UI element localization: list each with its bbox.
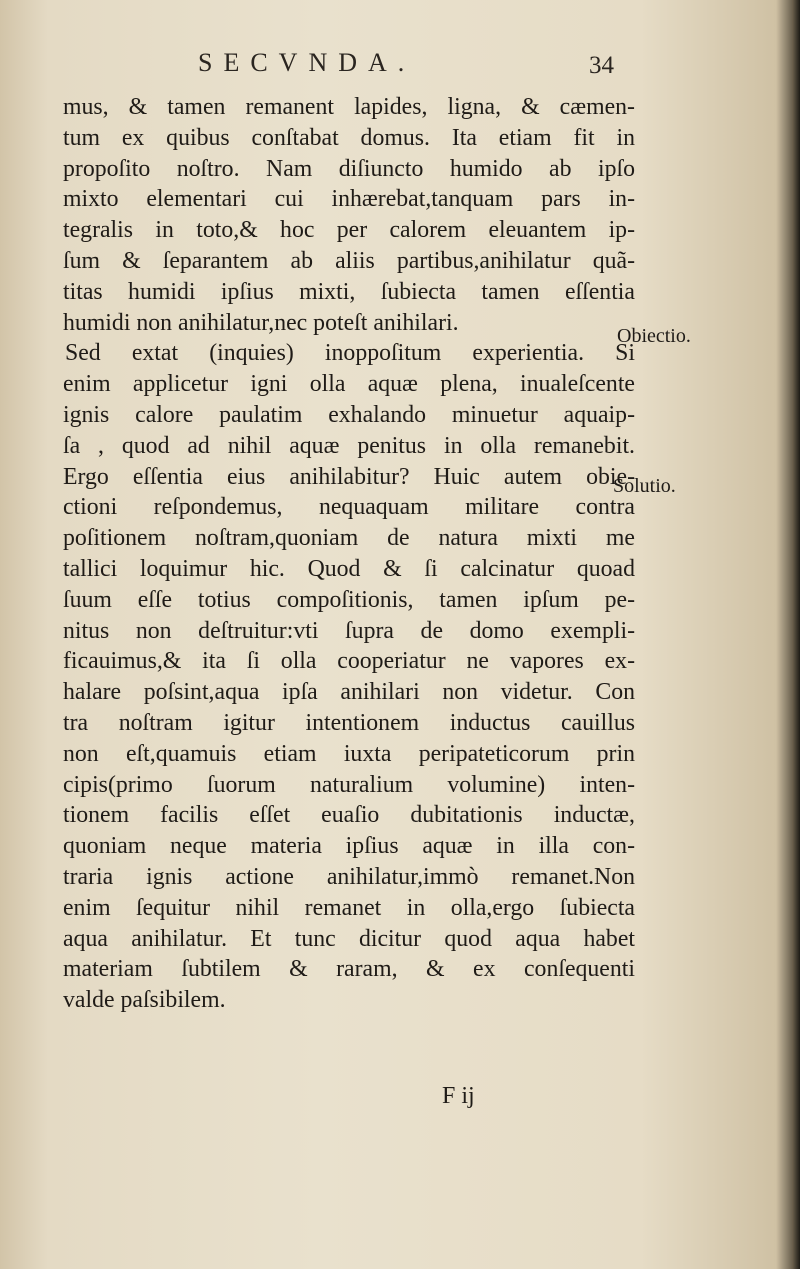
text-line: halare poſsint,aqua ipſa anihilari non videtur. Con: [63, 679, 635, 706]
text-line: materiam ſubtilem & raram, & ex conſequenti: [63, 956, 635, 983]
page-edge-shadow: [792, 0, 800, 1269]
text-line: ſa , quod ad nihil aquæ penitus in olla remanebit.: [63, 432, 635, 459]
page-number: 34: [589, 52, 614, 79]
text-line: tra noſtram igitur intentionem inductus cauillus: [63, 709, 635, 736]
text-line: traria ignis actione anihilatur,immò remanet.Non: [63, 863, 635, 890]
text-line: tum ex quibus conſtabat domus. Ita etiam fit in: [63, 124, 635, 151]
text-line: nitus non deſtruitur:vti ſupra de domo exempli-: [63, 617, 635, 644]
text-line: quoniam neque materia ipſius aquæ in illa con-: [63, 833, 635, 860]
signature-mark: F ij: [442, 1083, 475, 1109]
text-line: valde paſsibilem.: [63, 987, 226, 1014]
text-line: non eſt,quamuis etiam iuxta peripateticorum prin: [63, 740, 635, 767]
text-line: ignis calore paulatim exhalando minuetur aquaip-: [63, 401, 635, 428]
text-line: tegralis in toto,& hoc per calorem eleuantem ip-: [63, 217, 635, 244]
text-line: tionem facilis eſſet euaſio dubitationis inductæ,: [63, 802, 635, 829]
text-line: ſum & ſeparantem ab aliis partibus,anihilatur quã-: [63, 247, 635, 274]
text-line: Ergo eſſentia eius anihilabitur? Huic autem obie-: [63, 463, 635, 490]
text-line: ctioni reſpondemus, nequaquam militare contra: [63, 494, 635, 521]
text-line: mixto elementari cui inhærebat,tanquam pars in-: [63, 186, 635, 213]
text-line: ficauimus,& ita ſi olla cooperiatur ne vapores ex-: [63, 648, 635, 675]
text-line: titas humidi ipſius mixti, ſubiecta tamen eſſentia: [63, 278, 635, 305]
margin-note-objection: Obiectio.: [617, 325, 691, 347]
text-line: cipis(primo ſuorum naturalium volumine) inten-: [63, 771, 635, 798]
text-line: enim ſequitur nihil remanet in olla,ergo ſubiecta: [63, 894, 635, 921]
body-text: [63, 92, 635, 1016]
text-line: enim applicetur igni olla aquæ plena, inualeſcente: [63, 371, 635, 398]
text-line: aqua anihilatur. Et tunc dicitur quod aqua habet: [63, 925, 635, 952]
text-line: tallici loquimur hic. Quod & ſi calcinatur quoad: [63, 555, 635, 582]
text-line: poſitionem noſtram,quoniam de natura mixti me: [63, 525, 635, 552]
margin-note-solution: Solutio.: [613, 475, 676, 497]
running-head: SECVNDA.: [198, 48, 416, 77]
text-line: Sed extat (inquies) inoppoſitum experientia. Si: [65, 340, 635, 367]
text-line: mus, & tamen remanent lapides, ligna, & cæmen-: [63, 94, 635, 120]
text-line: propoſito noſtro. Nam diſiuncto humido ab ipſo: [63, 155, 635, 182]
text-line: ſuum eſſe totius compoſitionis, tamen ipſum pe-: [63, 586, 635, 613]
text-line: humidi non anihilatur,nec poteſt anihilari.: [63, 309, 459, 336]
